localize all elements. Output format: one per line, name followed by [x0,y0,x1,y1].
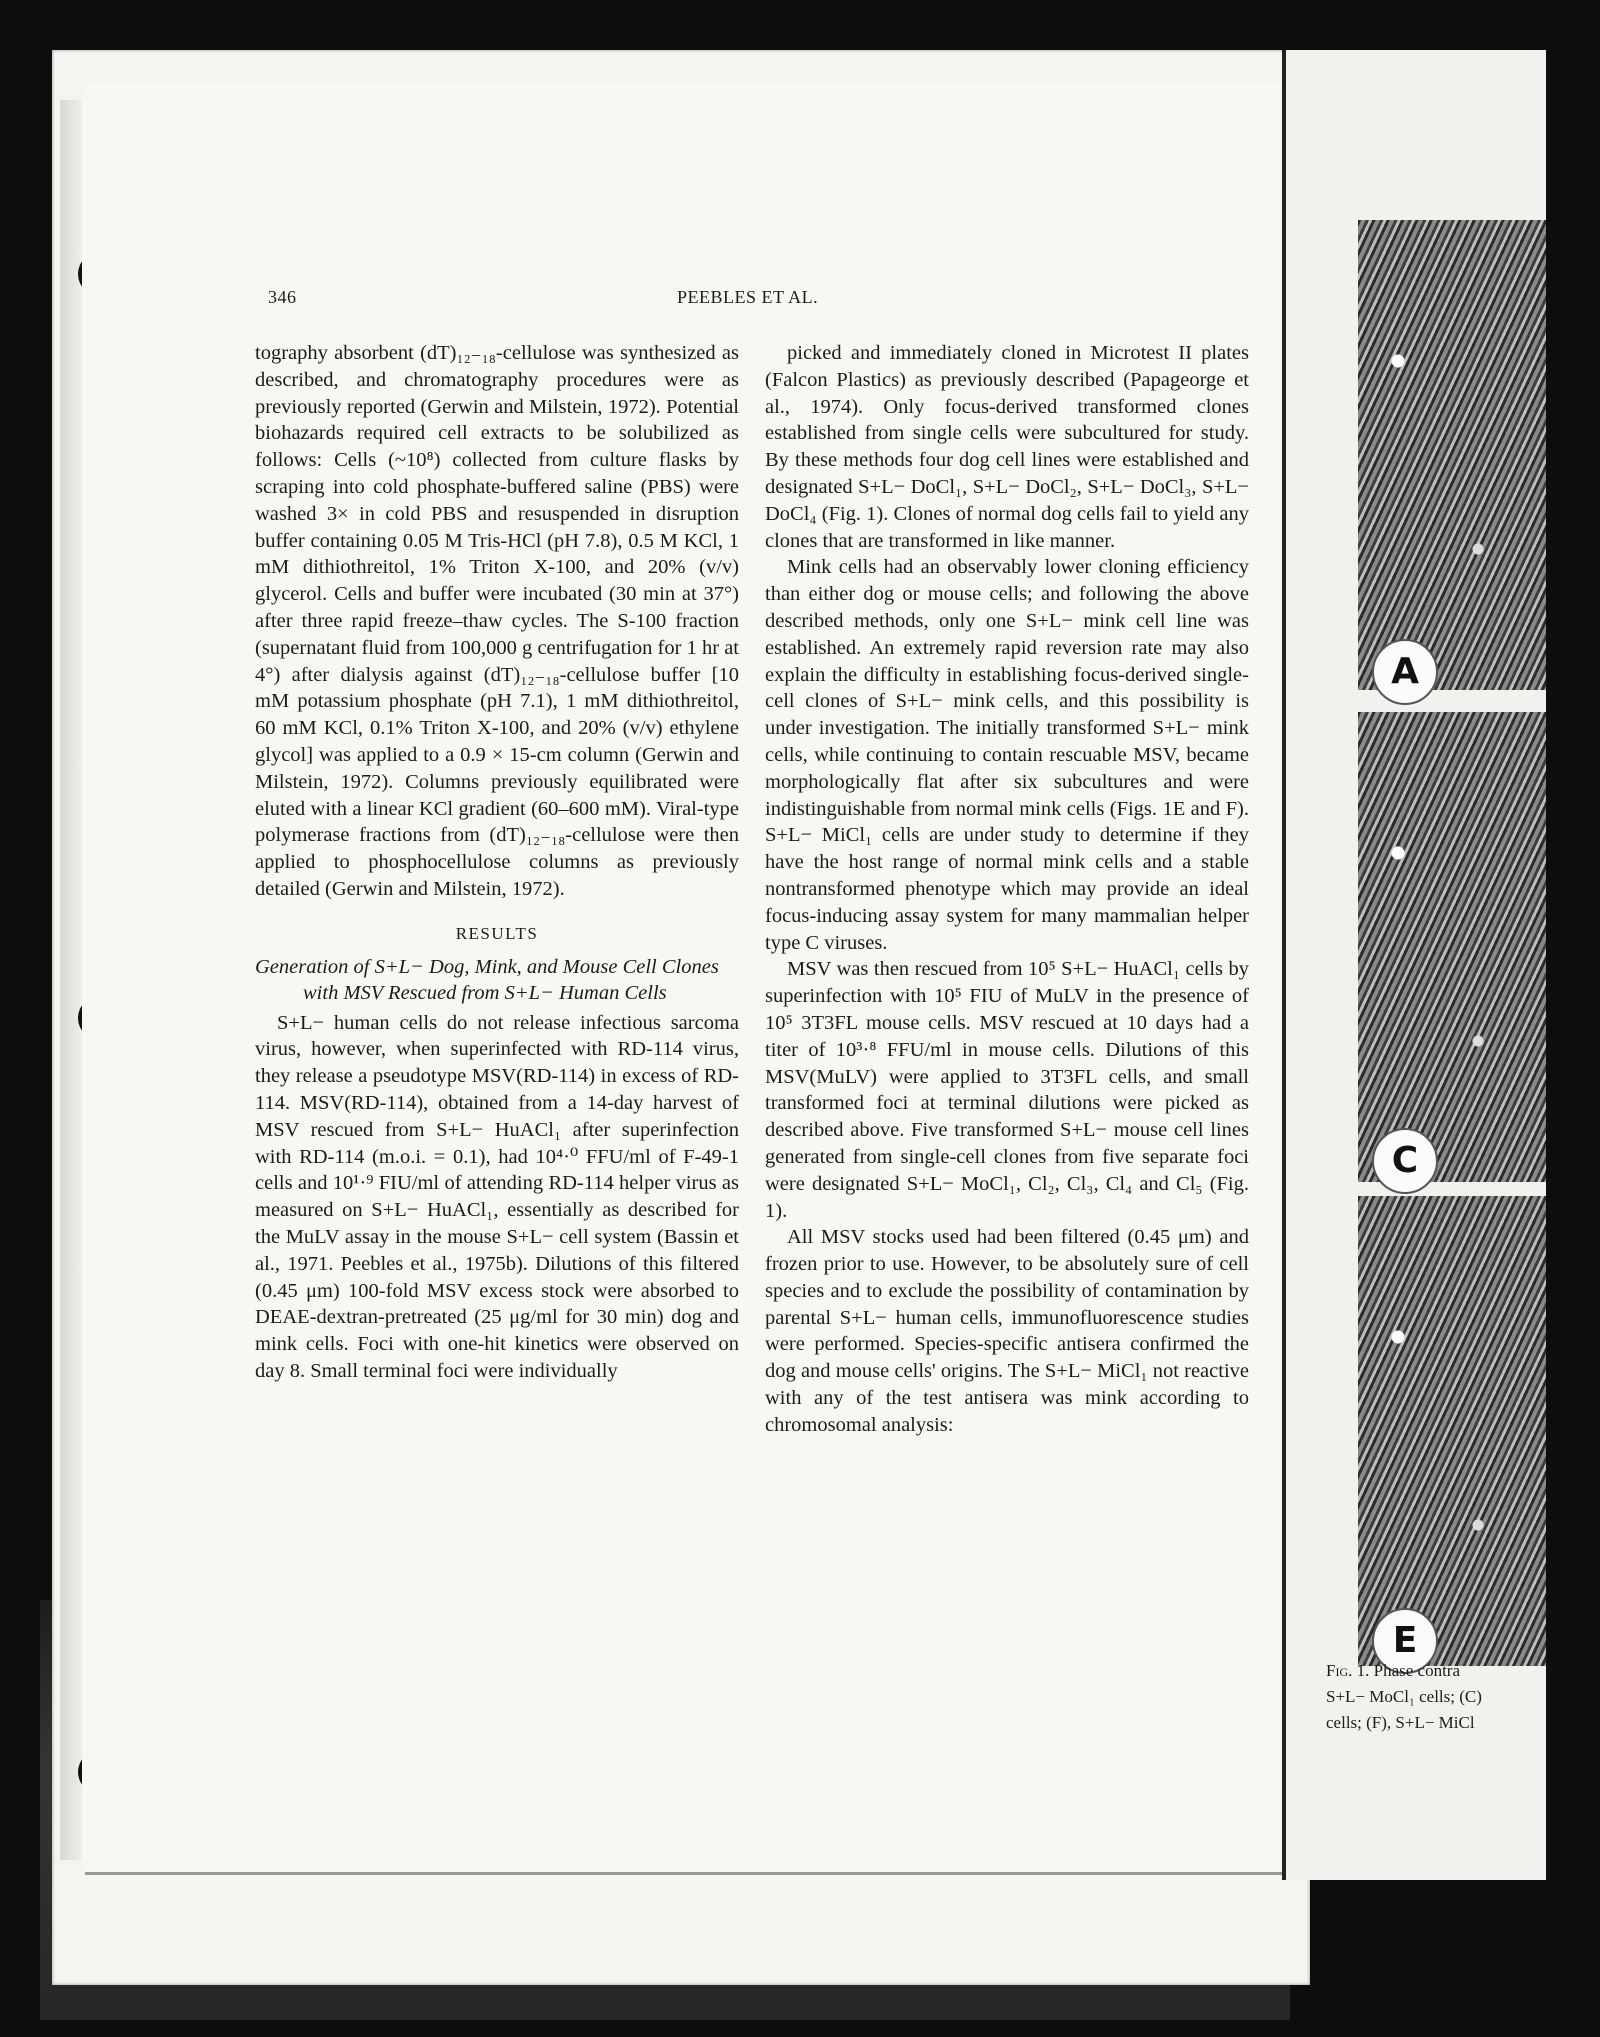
caption-line-1: Phase contra [1369,1661,1461,1680]
panel-label-e: E [1372,1608,1438,1674]
panel-label-a: A [1372,639,1438,705]
paragraph-results-2: picked and immediately cloned in Microtest II plates (Falcon Plastics) as previously described (Papageorge et al., 1974). Only focus-derived transformed clones established from single cells were subcultured for study. By these methods four dog cell lines were established and designated S+L− DoCl₁, S+L− DoCl₂, S+L− DoCl₃, S+L− DoCl₄ (Fig. 1). Clones of normal dog cells fail to yield any clones that are transformed in like manner. [765,342,1249,552]
paragraph-results-5: All MSV stocks used had been filtered (0.45 μm) and frozen prior to use. However, to be absolutely sure of cell species and to exclude the possibility of contamination by parental S+L− human cells, immunofluorescence studies were performed. Species-specific antisera confirmed the dog and mouse cells' origins. The S+L− MiCl₁ not reactive with any of the test antisera was mink according to chromosomal analysis: [765,1226,1249,1436]
paragraph-results-4: MSV was then rescued from 10⁵ S+L− HuACl₁ cells by superinfection with 10⁵ FIU of MuLV in the presence of 10⁵ 3T3FL mouse cells. MSV rescued at 10 days had a titer of 10³·⁸ FFU/ml in mouse cells. Dilutions of this MSV(MuLV) were applied to 3T3FL cells, and small transformed foci at terminal dilutions were picked as described above. Five transformed S+L− mouse cell lines generated from single-cell clones from five separate foci were designated S+L− MoCl₁, Cl₂, Cl₃, Cl₄ and Cl₅ (Fig. 1). [765,958,1249,1222]
figure-label: Fig. 1. [1326,1661,1370,1680]
panel-label-c: C [1372,1128,1438,1194]
page-number: 346 [268,287,297,307]
section-heading-results: RESULTS [455,923,539,943]
micrograph-e [1358,1196,1546,1666]
micrograph-c [1358,712,1546,1182]
facing-page [1282,50,1546,1880]
left-column [255,340,739,1385]
right-column [765,340,1249,1439]
caption-line-2: S+L− MoCl₁ cells; (C) [1326,1687,1482,1706]
micrograph-a [1358,220,1546,690]
paragraph-results-3: Mink cells had an observably lower cloning efficiency than either dog or mouse cells; and following the above described methods, only one S+L− mink cell line was established. An extremely rapid reversion rate may also explain the difficulty in establishing focus-derived single-cell clones of S+L− mink cells, and this possibility is under investigation. The initially transformed S+L− mink cells, while continuing to contain rescuable MSV, became morphologically flat after six subcultures and were indistinguishable from normal mink cells (Figs. 1E and F). S+L− MiCl₁ cells are under study to determine if they have the host range of normal mink cells and a stable nontransformed phenotype which may provide an ideal focus-inducing assay system for many mammalian helper type C viruses. [765,556,1249,954]
subsection-heading: Generation of S+L− Dog, Mink, and Mouse Cell Clones with MSV Rescued from S+L− Human Cells [255,955,719,1004]
caption-line-3: cells; (F), S+L− MiCl [1326,1713,1475,1732]
figure-caption [1326,1658,1546,1736]
paragraph-methods: tography absorbent (dT)₁₂₋₁₈-cellulose was synthesized as described, and chromatography procedures were as previously reported (Gerwin and Milstein, 1972). Potential biohazards required cell extracts to be solubilized as follows: Cells (~10⁸) collected from culture flasks by scraping into cold phosphate-buffered saline (PBS) were washed 3× in cold PBS and resuspended in disruption buffer containing 0.05 M Tris-HCl (pH 7.8), 0.5 M KCl, 1 mM dithiothreitol, 1% Triton X-100, and 20% (v/v) glycerol. Cells and buffer were incubated (30 min at 37°) after three rapid freeze–thaw cycles. The S-100 fraction (supernatant fluid from 100,000 g centrifugation for 1 hr at 4°) after dialysis against (dT)₁₂₋₁₈-cellulose buffer [10 mM potassium phosphate (pH 7.1), 1 mM dithiothreitol, 60 mM KCl, 0.1% Triton X-100, and 20% (v/v) ethylene glycol] was applied to a 0.9 × 15-cm column (Gerwin and Milstein, 1972). Columns previously equilibrated were eluted with a linear KCl gradient (60–600 mM). Viral-type polymerase fractions from (dT)₁₂₋₁₈-cellulose were then applied to phosphocellulose columns as previously detailed (Gerwin and Milstein, 1972). [255,342,739,900]
running-head: PEEBLES ET AL. [677,287,819,307]
journal-page [82,82,1292,1872]
paragraph-results-1: S+L− human cells do not release infectious sarcoma virus, however, when superinfected with RD-114 virus, they release a pseudotype MSV(RD-114) in excess of RD-114. MSV(RD-114), obtained from a 14-day harvest of MSV rescued from S+L− HuACl₁ after superinfection with RD-114 (m.o.i. = 0.1), had 10⁴·⁰ FFU/ml of F-49-1 cells and 10¹·⁹ FIU/ml of attending RD-114 helper virus as measured on S+L− HuACl₁, essentially as described for the MuLV assay in the mouse S+L− cell system (Bassin et al., 1971. Peebles et al., 1975b). Dilutions of this filtered (0.45 μm) 100-fold MSV excess stock were absorbed to DEAE-dextran-pretreated (25 μg/ml for 30 min) dog and mink cells. Foci with one-hit kinetics were observed on day 8. Small terminal foci were individually [255,1011,739,1382]
